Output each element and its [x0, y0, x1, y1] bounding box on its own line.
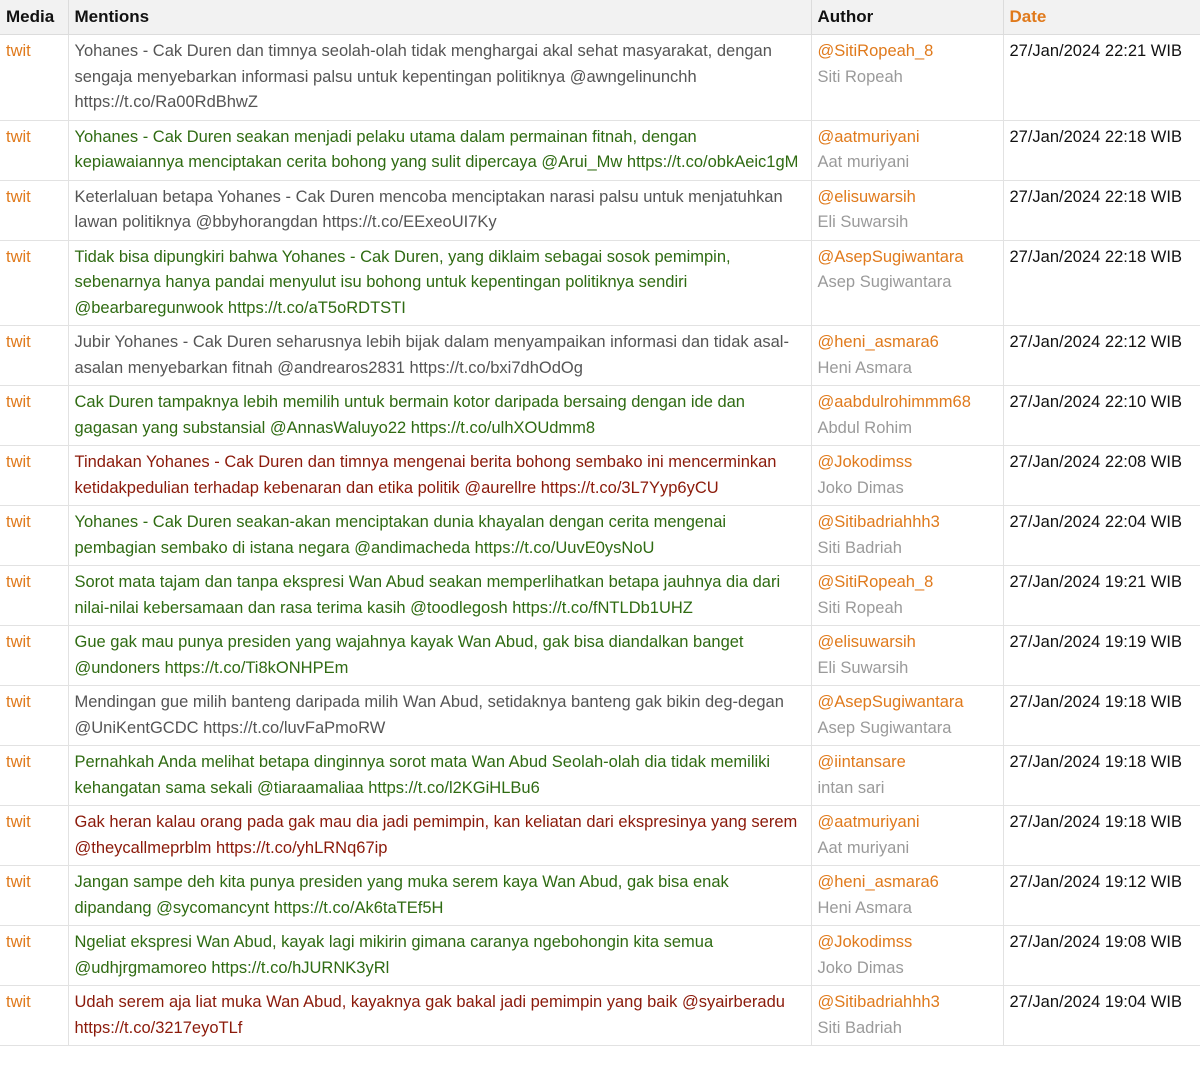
media-link[interactable]: twit	[0, 506, 68, 566]
author-handle-link[interactable]: @elisuwarsih	[817, 633, 916, 651]
author-cell	[811, 986, 1003, 1046]
author-name: Joko Dimas	[817, 958, 904, 977]
author-name: Siti Badriah	[817, 1018, 902, 1037]
author-name: Asep Sugiwantara	[817, 273, 952, 291]
author-cell	[811, 240, 1003, 326]
author-handle-link[interactable]: @iintansare	[817, 753, 906, 771]
media-link[interactable]: twit	[0, 686, 68, 746]
table-row	[0, 566, 1200, 626]
date-cell: 27/Jan/2024 22:21 WIB	[1003, 35, 1200, 121]
mention-text: Yohanes - Cak Duren dan timnya seolah-olah tidak menghargai akal sehat masyarakat, dengan sengaja menyebarkan informasi palsu untuk kepentingan politiknya @awngelinunchh https://t.co/Ra00RdBhwZ	[68, 35, 811, 121]
table-row	[0, 446, 1200, 506]
author-name: Aat muriyani	[817, 838, 910, 857]
author-name: Siti Ropeah	[817, 598, 903, 617]
date-cell: 27/Jan/2024 22:08 WIB	[1003, 446, 1200, 506]
table-row	[0, 686, 1200, 746]
author-cell	[811, 35, 1003, 121]
author-cell	[811, 326, 1003, 386]
author-cell	[811, 806, 1003, 866]
date-cell: 27/Jan/2024 22:04 WIB	[1003, 506, 1200, 566]
mention-text: Yohanes - Cak Duren seakan-akan menciptakan dunia khayalan dengan cerita mengenai pembagian sembako di istana negara @andimacheda https://t.co/UuvE0ysNoU	[68, 506, 811, 566]
author-name: Eli Suwarsih	[817, 213, 909, 231]
date-cell: 27/Jan/2024 22:18 WIB	[1003, 240, 1200, 326]
media-link[interactable]: twit	[0, 986, 68, 1046]
media-link[interactable]: twit	[0, 566, 68, 626]
media-link[interactable]: twit	[0, 240, 68, 326]
author-name: Heni Asmara	[817, 898, 912, 917]
table-row	[0, 180, 1200, 240]
author-cell	[811, 566, 1003, 626]
author-name: Joko Dimas	[817, 478, 904, 497]
date-cell: 27/Jan/2024 19:21 WIB	[1003, 566, 1200, 626]
author-cell	[811, 120, 1003, 180]
header-mentions[interactable]: Mentions	[68, 0, 811, 35]
author-cell	[811, 506, 1003, 566]
date-cell: 27/Jan/2024 19:04 WIB	[1003, 986, 1200, 1046]
media-link[interactable]: twit	[0, 386, 68, 446]
media-link[interactable]: twit	[0, 120, 68, 180]
author-cell	[811, 746, 1003, 806]
author-handle-link[interactable]: @SitiRopeah_8	[817, 42, 934, 60]
table-row	[0, 240, 1200, 326]
author-name: Asep Sugiwantara	[817, 718, 952, 737]
date-cell: 27/Jan/2024 19:18 WIB	[1003, 686, 1200, 746]
table-row	[0, 506, 1200, 566]
author-handle-link[interactable]: @Jokodimss	[817, 453, 913, 471]
table-row	[0, 806, 1200, 866]
table-row	[0, 986, 1200, 1046]
mention-text: Tidak bisa dipungkiri bahwa Yohanes - Cak Duren, yang diklaim sebagai sosok pemimpin, sebenarnya hanya pandai menyulut isu bohong untuk kepentingan politiknya sendiri @bearbaregunwook https://t.co/aT5oRDTSTI	[68, 240, 811, 326]
table-header-row	[0, 0, 1200, 35]
header-date[interactable]: Date	[1003, 0, 1200, 35]
mention-text: Cak Duren tampaknya lebih memilih untuk bermain kotor daripada bersaing dengan ide dan gagasan yang substansial @AnnasWaluyo22 https://t.co/ulhXOUdmm8	[68, 386, 811, 446]
author-cell	[811, 180, 1003, 240]
mention-text: Tindakan Yohanes - Cak Duren dan timnya mengenai berita bohong sembako ini mencerminkan ketidakpedulian terhadap kebenaran dan etika politik @aurellre https://t.co/3L7Yyp6yCU	[68, 446, 811, 506]
media-link[interactable]: twit	[0, 446, 68, 506]
author-name: Siti Badriah	[817, 538, 902, 557]
author-handle-link[interactable]: @aatmuriyani	[817, 127, 920, 146]
author-cell	[811, 446, 1003, 506]
author-handle-link[interactable]: @heni_asmara6	[817, 333, 939, 351]
author-name: Abdul Rohim	[817, 418, 912, 437]
mention-text: Udah serem aja liat muka Wan Abud, kayaknya gak bakal jadi pemimpin yang baik @syairberadu https://t.co/3217eyoTLf	[68, 986, 811, 1046]
header-media[interactable]: Media	[0, 0, 68, 35]
date-cell: 27/Jan/2024 19:08 WIB	[1003, 926, 1200, 986]
mention-text: Gue gak mau punya presiden yang wajahnya kayak Wan Abud, gak bisa diandalkan banget @undoners https://t.co/Ti8kONHPEm	[68, 626, 811, 686]
header-author[interactable]: Author	[811, 0, 1003, 35]
author-cell	[811, 386, 1003, 446]
date-cell: 27/Jan/2024 22:18 WIB	[1003, 120, 1200, 180]
mention-text: Gak heran kalau orang pada gak mau dia jadi pemimpin, kan keliatan dari ekspresinya yang serem @theycallmeprblm https://t.co/yhLRNq67ip	[68, 806, 811, 866]
table-row	[0, 386, 1200, 446]
table-row	[0, 866, 1200, 926]
author-handle-link[interactable]: @Sitibadriahhh3	[817, 513, 940, 531]
author-name: Siti Ropeah	[817, 67, 903, 86]
author-handle-link[interactable]: @AsepSugiwantara	[817, 693, 964, 711]
author-handle-link[interactable]: @SitiRopeah_8	[817, 573, 934, 591]
mention-text: Sorot mata tajam dan tanpa ekspresi Wan Abud seakan memperlihatkan betapa jauhnya dia dari nilai-nilai kebersamaan dan rasa terima kasih @toodlegosh https://t.co/fNTLDb1UHZ	[68, 566, 811, 626]
table-row	[0, 746, 1200, 806]
mention-text: Yohanes - Cak Duren seakan menjadi pelaku utama dalam permainan fitnah, dengan kepiawaiannya menciptakan cerita bohong yang sulit dipercaya @Arui_Mw https://t.co/obkAeic1gM	[68, 120, 811, 180]
author-handle-link[interactable]: @heni_asmara6	[817, 873, 939, 891]
mention-text: Jangan sampe deh kita punya presiden yang muka serem kaya Wan Abud, gak bisa enak dipandang @sycomancynt https://t.co/Ak6taTEf5H	[68, 866, 811, 926]
author-cell	[811, 866, 1003, 926]
author-name: Eli Suwarsih	[817, 658, 909, 677]
author-handle-link[interactable]: @Jokodimss	[817, 933, 913, 951]
date-cell: 27/Jan/2024 19:18 WIB	[1003, 806, 1200, 866]
mention-text: Pernahkah Anda melihat betapa dinginnya sorot mata Wan Abud Seolah-olah dia tidak memiliki kehangatan sama sekali @tiaraamaliaa https://t.co/l2KGiHLBu6	[68, 746, 811, 806]
media-link[interactable]: twit	[0, 926, 68, 986]
mention-text: Ngeliat ekspresi Wan Abud, kayak lagi mikirin gimana caranya ngebohongin kita semua @udhjrgmamoreo https://t.co/hJURNK3yRl	[68, 926, 811, 986]
author-name: Aat muriyani	[817, 153, 910, 171]
author-cell	[811, 686, 1003, 746]
table-row	[0, 926, 1200, 986]
author-handle-link[interactable]: @aabdulrohimmm68	[817, 393, 971, 411]
author-handle-link[interactable]: @aatmuriyani	[817, 813, 920, 831]
mention-text: Mendingan gue milih banteng daripada milih Wan Abud, setidaknya banteng gak bikin deg-degan @UniKentGCDC https://t.co/luvFaPmoRW	[68, 686, 811, 746]
media-link[interactable]: twit	[0, 626, 68, 686]
table-row	[0, 626, 1200, 686]
date-cell: 27/Jan/2024 19:19 WIB	[1003, 626, 1200, 686]
media-link[interactable]: twit	[0, 326, 68, 386]
date-cell: 27/Jan/2024 22:10 WIB	[1003, 386, 1200, 446]
date-cell: 27/Jan/2024 19:18 WIB	[1003, 746, 1200, 806]
media-link[interactable]: twit	[0, 746, 68, 806]
date-cell: 27/Jan/2024 22:18 WIB	[1003, 180, 1200, 240]
author-cell	[811, 626, 1003, 686]
media-link[interactable]: twit	[0, 866, 68, 926]
mention-text: Jubir Yohanes - Cak Duren seharusnya lebih bijak dalam menyampaikan informasi dan tidak asal-asalan menyebarkan fitnah @andrearos2831 https://t.co/bxi7dhOdOg	[68, 326, 811, 386]
mention-text: Keterlaluan betapa Yohanes - Cak Duren mencoba menciptakan narasi palsu untuk menjatuhkan lawan politiknya @bbyhorangdan https://t.co/EExeoUI7Ky	[68, 180, 811, 240]
author-handle-link[interactable]: @AsepSugiwantara	[817, 247, 964, 266]
table-body	[0, 35, 1200, 1046]
date-cell: 27/Jan/2024 19:12 WIB	[1003, 866, 1200, 926]
table-row	[0, 120, 1200, 180]
author-name: Heni Asmara	[817, 358, 912, 377]
author-handle-link[interactable]: @Sitibadriahhh3	[817, 993, 940, 1011]
author-cell	[811, 926, 1003, 986]
media-link[interactable]: twit	[0, 180, 68, 240]
table-row	[0, 35, 1200, 121]
author-name: intan sari	[817, 778, 885, 797]
media-link[interactable]: twit	[0, 35, 68, 121]
table-row	[0, 326, 1200, 386]
date-cell: 27/Jan/2024 22:12 WIB	[1003, 326, 1200, 386]
media-link[interactable]: twit	[0, 806, 68, 866]
author-handle-link[interactable]: @elisuwarsih	[817, 187, 916, 206]
